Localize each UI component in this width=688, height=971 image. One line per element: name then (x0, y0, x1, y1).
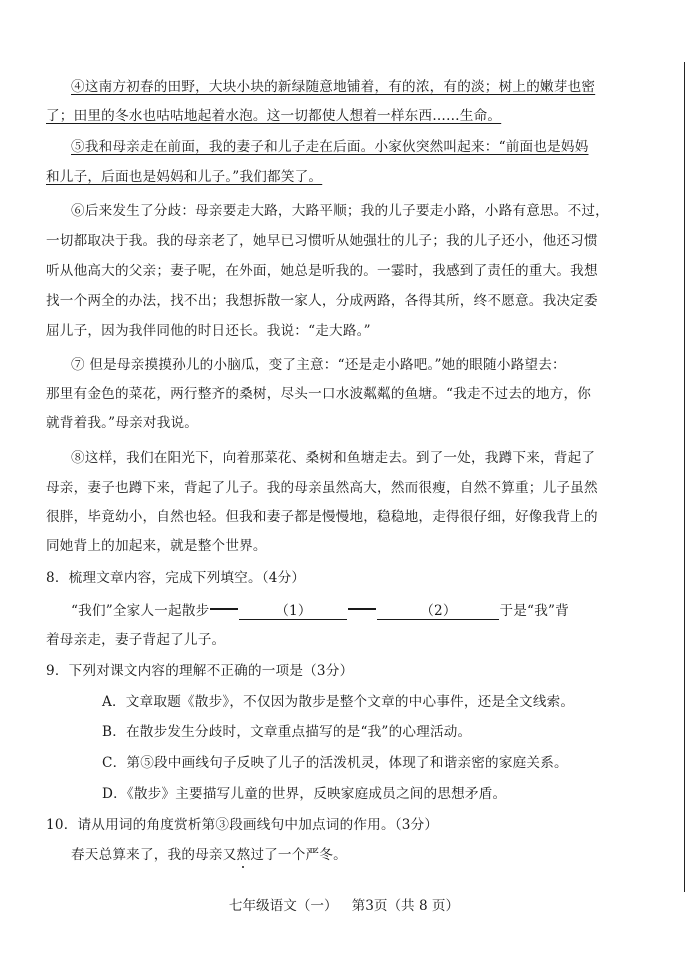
p4-line-2: 了；田里的冬水也咕咕地起着水泡。这一切都使人想着一样东西……生命。 (46, 108, 502, 124)
q10-sentence (71, 845, 347, 865)
q10-dotted-char: 熬 (236, 847, 251, 863)
p8-line-3: 很胖，毕竟幼小，自然也轻。但我和妻子都是慢慢地，稳稳地，走得很仔细，好像我背上的 (46, 509, 598, 525)
q8-blank-2[interactable]: （2） (377, 603, 499, 620)
p6-line-2: 一切都取决于我。我的母亲老了，她早已习惯听从她强壮的儿子；我的儿子还小，他还习惯 (46, 233, 598, 249)
q8-lead: “我们”全家人一起散步 (71, 603, 210, 619)
q9-option-d[interactable]: D．《散步》主要描写儿童的世界，反映家庭成员之间的思想矛盾。 (102, 786, 507, 802)
p6-line-1: ⑥后来发生了分歧：母亲要走大路，大路平顺；我的儿子要走小路，小路有意思。不过， (71, 203, 609, 219)
p4-line-1: ④这南方初春的田野，大块小块的新绿随意地铺着，有的浓，有的淡；树上的嫩芽也密 (71, 79, 596, 95)
q8-tail: 于是“我”背 (499, 603, 569, 619)
p7-line-2: 那里有金色的菜花，两行整齐的桑树，尽头一口水波粼粼的鱼塘。“我走不过去的地方，你 (46, 386, 592, 402)
q8-stem: 8．梳理文章内容，完成下列填空。（4分） (46, 570, 306, 586)
p6-line-4: 找一个两全的办法，找不出；我想拆散一家人，分成两路，各得其所，终不愿意。我决定委 (46, 293, 598, 309)
p8-line-2: 母亲，妻子也蹲下来，背起了儿子。我的母亲虽然高大，然而很瘦，自然不算重；儿子虽然 (46, 480, 598, 496)
p5-line-2: 和儿子，后面也是妈妈和儿子。”我们都笑了。 (46, 169, 323, 185)
p7-line-1: ⑦ 但是母亲摸摸孙儿的小脑瓜，变了主意：“还是走小路吧。”她的眼随小路望去： (71, 357, 566, 373)
p8-line-4: 同她背上的加起来，就是整个世界。 (46, 538, 267, 554)
margin-rule (684, 62, 685, 892)
p6-line-5: 屈儿子，因为我伴同他的时日还长。我说：“走大路。” (46, 323, 371, 339)
footer-subject: 七年级语文（一） (228, 898, 338, 914)
p6-line-3: 听从他高大的父亲；妻子呢，在外面，她总是听我的。一霎时，我感到了责任的重大。我想 (46, 263, 598, 279)
q8-fill-line (71, 601, 569, 621)
q10-stem: 10．请从用词的角度赏析第③段画线句中加点词的作用。（3分） (46, 817, 439, 833)
p5-line-1: ⑤我和母亲走在前面，我的妻子和儿子走在后面。小家伙突然叫起来：“前面也是妈妈 (71, 139, 589, 155)
q10-sentence-post: 过了一个严冬。 (250, 847, 347, 863)
q9-option-a[interactable]: A．文章取题《散步》，不仅因为散步是整个文章的中心事件，还是全文线索。 (102, 694, 575, 710)
p8-line-1: ⑧这样，我们在阳光下，向着那菜花、桑树和鱼塘走去。到了一处，我蹲下来，背起了 (71, 450, 596, 466)
q8-blank-1[interactable]: （1） (239, 603, 347, 620)
footer-page-number: 第3页（共 8 页） (351, 898, 460, 914)
q8-line-2: 着母亲走，妻子背起了儿子。 (46, 632, 226, 648)
q9-option-b[interactable]: B．在散步发生分歧时，文章重点描写的是“我”的心理活动。 (102, 724, 472, 740)
page-footer (0, 896, 688, 916)
q10-sentence-pre: 春天总算来了，我的母亲又 (71, 847, 237, 863)
q8-dash-1 (210, 608, 238, 610)
q9-stem: 9．下列对课文内容的理解不正确的一项是（3分） (46, 663, 354, 679)
q9-option-c[interactable]: C．第⑤段中画线句子反映了儿子的活泼机灵，体现了和谐亲密的家庭关系。 (102, 755, 568, 771)
p7-line-3: 就背着我。”母亲对我说。 (46, 415, 199, 431)
q8-dash-2 (348, 608, 376, 610)
